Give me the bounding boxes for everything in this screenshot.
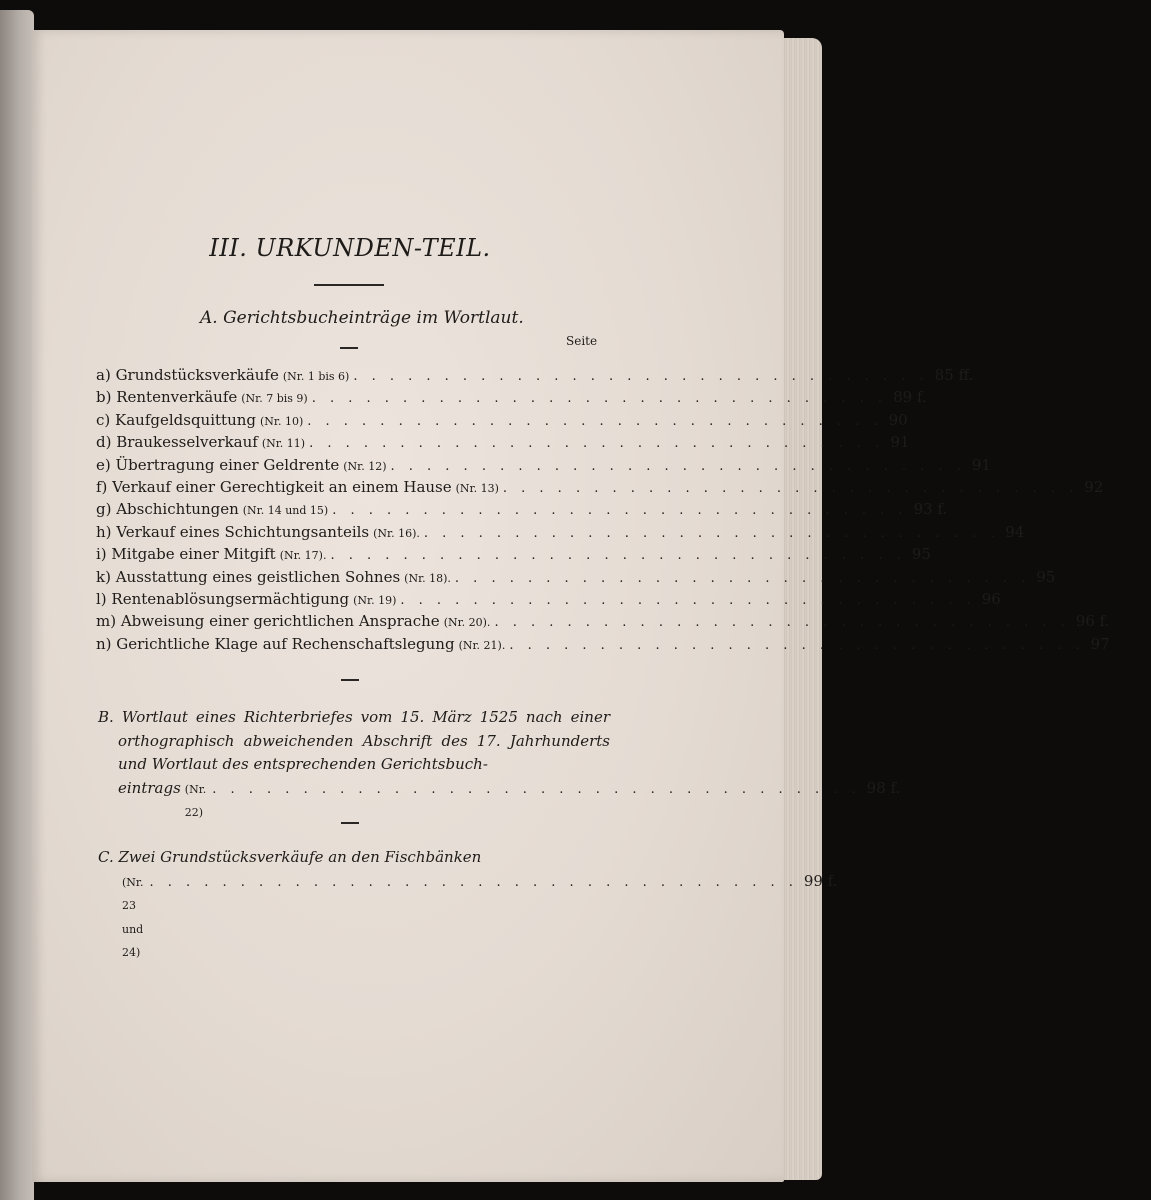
toc-entry-ref: (Nr. 11) bbox=[261, 437, 306, 451]
toc-entry-ref: (Nr. 18). bbox=[404, 571, 451, 585]
toc-entry-page: 96 f. bbox=[1075, 612, 1110, 631]
toc-entry-page: 95 bbox=[911, 545, 931, 564]
toc-entry-ref: (Nr. 17). bbox=[279, 549, 327, 563]
toc-entry bbox=[96, 431, 910, 453]
title-rule bbox=[314, 284, 384, 286]
toc-entry bbox=[96, 633, 1110, 655]
toc-entry-label: m) Abweisung einer gerichtlichen Ansprache bbox=[96, 612, 440, 631]
separator-dash bbox=[341, 822, 359, 824]
section-b-text: B. Wortlaut eines Richterbriefes vom 15. März 1525 nach einer orthographisch abweichenden Abschrift des 17. Jahrhunderts und Wortlaut des entsprechenden Gerichtsbuch- bbox=[98, 708, 610, 773]
toc-entry-page: 91 bbox=[890, 433, 910, 452]
leader-dots: . . . . . . . . . . . . . . . . . . . . . . . . . . . . . . . . bbox=[330, 548, 906, 564]
toc-entry-page: 90 bbox=[888, 410, 908, 429]
section-c-text: C. Zwei Grundstücksverkäufe an den Fischbänken bbox=[98, 848, 482, 866]
toc-entry-label: e) Übertragung einer Geldrente bbox=[96, 455, 340, 474]
page-title: III. URKUNDEN-TEIL. bbox=[209, 234, 491, 262]
toc-entry-ref: (Nr. 21). bbox=[458, 638, 506, 652]
section-c-last-line bbox=[98, 870, 838, 965]
toc-entry-ref: (Nr. 1 bis 6) bbox=[282, 370, 350, 383]
toc-entry bbox=[96, 543, 931, 565]
toc-entry bbox=[96, 476, 1104, 498]
toc-entry-ref: (Nr. 13) bbox=[455, 481, 499, 495]
section-a-title: A. Gerichtsbucheinträge im Wortlaut. bbox=[200, 308, 524, 328]
section-a-dash bbox=[340, 347, 358, 349]
toc-entry bbox=[96, 566, 1056, 588]
toc-entry bbox=[96, 409, 908, 431]
leader-dots: . . . . . . . . . . . . . . . . . . . . . . . . . . . . . . . . bbox=[390, 458, 966, 474]
toc-entry-label: f) Verkauf einer Gerechtigkeit an einem Hause bbox=[96, 477, 452, 496]
leader-dots: . . . . . . . . . . . . . . . . . . . . . . . . . . . . . . . . bbox=[454, 570, 1031, 586]
section-b-last-text: eintrags bbox=[118, 778, 181, 797]
section-b-entry bbox=[98, 706, 901, 825]
toc-entry-label: b) Rentenverkäufe bbox=[96, 388, 238, 407]
toc-entry-ref: (Nr. 7 bis 9) bbox=[241, 392, 308, 406]
section-b-last-line bbox=[98, 777, 901, 825]
leader-dots: . . . . . . . . . . . . . . . . . . . . . . . . . . . . . . . . bbox=[400, 592, 976, 608]
toc-entry-ref: (Nr. 14 und 15) bbox=[242, 504, 329, 518]
toc-entry-label: c) Kaufgeldsquittung bbox=[96, 410, 256, 429]
toc-entry-label: h) Verkauf eines Schichtungsanteils bbox=[96, 522, 370, 541]
toc-entry bbox=[96, 498, 948, 520]
page-column-label: Seite bbox=[566, 334, 598, 348]
toc-entry-ref: (Nr. 16). bbox=[373, 526, 420, 540]
toc-entry bbox=[96, 364, 974, 386]
toc-entry bbox=[96, 588, 1001, 610]
leader-dots: . . . . . . . . . . . . . . . . . . . . . . . . . . . . . . . . bbox=[309, 436, 885, 452]
toc-entry-page: 91 bbox=[971, 455, 991, 474]
leader-dots: . . . . . . . . . . . . . . . . . . . . . . . . . . . . . . . . . . . . bbox=[212, 781, 861, 797]
toc-entry-page: 97 bbox=[1090, 634, 1110, 653]
section-b-ref: (Nr. 22) bbox=[184, 782, 207, 819]
toc-entry-label: d) Braukesselverkauf bbox=[96, 433, 258, 452]
toc-entry-page: 85 ff. bbox=[934, 366, 974, 384]
toc-entry bbox=[96, 386, 927, 408]
section-c-entry bbox=[98, 846, 838, 965]
separator-dash bbox=[341, 679, 359, 681]
leader-dots: . . . . . . . . . . . . . . . . . . . . . . . . . . . . . . . . bbox=[332, 503, 908, 519]
leader-dots: . . . . . . . . . . . . . . . . . . . . . . . . . . . . . . . . bbox=[494, 615, 1070, 631]
toc-entry-ref: (Nr. 10) bbox=[260, 414, 304, 428]
leader-dots: . . . . . . . . . . . . . . . . . . . . . . . . . . . . . . . . bbox=[311, 391, 888, 407]
leader-dots: . . . . . . . . . . . . . . . . . . . . . . . . . . . . . . . . bbox=[307, 413, 883, 429]
toc-entry-label: n) Gerichtliche Klage auf Rechenschaftslegung bbox=[96, 634, 455, 653]
leader-dots: . . . . . . . . . . . . . . . . . . . . . . . . . . . . . . . . bbox=[353, 369, 929, 384]
toc-entry-page: 89 f. bbox=[893, 388, 927, 407]
toc-entry-label: k) Ausstattung eines geistlichen Sohnes bbox=[96, 567, 401, 586]
toc-entry-label: l) Rentenablösungsermächtigung bbox=[96, 589, 350, 608]
leader-dots: . . . . . . . . . . . . . . . . . . . . . . . . . . . . . . . . . . . . bbox=[149, 874, 798, 890]
toc-entry-ref: (Nr. 19) bbox=[353, 593, 397, 607]
leader-dots: . . . . . . . . . . . . . . . . . . . . . . . . . . . . . . . . bbox=[502, 480, 1079, 496]
toc-entry bbox=[96, 521, 1025, 543]
toc-entry-ref: (Nr. 12) bbox=[343, 459, 387, 473]
toc-entry bbox=[96, 454, 991, 476]
toc-entry-page: 92 bbox=[1084, 477, 1104, 496]
toc-entry-label: i) Mitgabe einer Mitgift bbox=[96, 545, 276, 564]
toc-entry bbox=[96, 610, 1110, 632]
section-a-list bbox=[96, 364, 1110, 655]
toc-entry-label: g) Abschichtungen bbox=[96, 500, 239, 519]
toc-entry-page: 96 bbox=[981, 589, 1001, 608]
section-c-ref: (Nr. 23 und 24) bbox=[122, 875, 144, 959]
section-c-page: 99 f. bbox=[803, 871, 838, 890]
toc-entry-ref: (Nr. 20). bbox=[443, 616, 491, 630]
toc-entry-page: 93 f. bbox=[913, 500, 948, 519]
leader-dots: . . . . . . . . . . . . . . . . . . . . . . . . . . . . . . . . bbox=[509, 637, 1085, 653]
section-b-page: 98 f. bbox=[866, 778, 901, 797]
leader-dots: . . . . . . . . . . . . . . . . . . . . . . . . . . . . . . . . bbox=[423, 525, 1000, 541]
toc-entry-page: 94 bbox=[1005, 522, 1025, 541]
toc-entry-page: 95 bbox=[1036, 567, 1056, 586]
toc-entry-label: a) Grundstücksverkäufe bbox=[96, 366, 279, 384]
